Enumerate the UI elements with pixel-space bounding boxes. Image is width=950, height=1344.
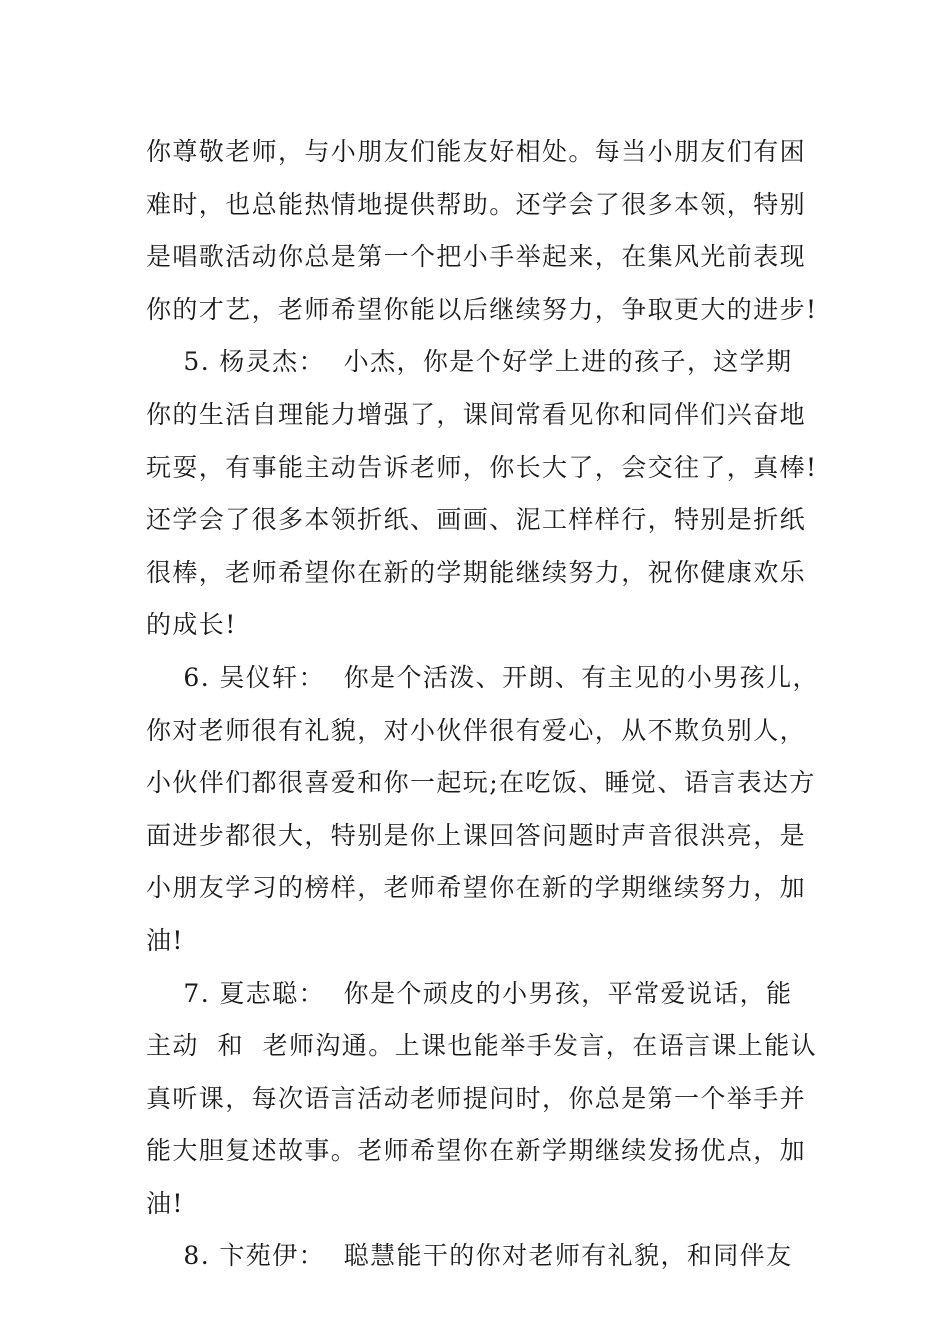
text-line: 主动 和 老师沟通。上课也能举手发言，在语言课上能认 xyxy=(146,1031,817,1061)
text-line: 8. 卞苑伊： 聪慧能干的你对老师有礼貌，和同伴友 xyxy=(146,1241,793,1271)
text-line: 你尊敬老师，与小朋友们能友好相处。每当小朋友们有困 xyxy=(146,137,807,166)
text-line: 6. 吴仪轩： 你是个活泼、开朗、有主见的小男孩儿， xyxy=(146,662,819,692)
text-line: 还学会了很多本领折纸、画画、泥工样样行，特别是折纸 xyxy=(146,505,807,535)
text-line: 是唱歌活动你总是第一个把小手举起来，在集风光前表现 xyxy=(146,242,807,272)
text-line: 你的生活自理能力增强了，课间常看见你和同伴们兴奋地 xyxy=(146,399,807,429)
document-body xyxy=(146,126,836,1283)
text-line: 小朋友学习的榜样，老师希望你在新的学期继续努力，加 xyxy=(146,873,807,903)
text-line: 玩耍，有事能主动告诉老师，你长大了，会交往了，真棒! xyxy=(146,452,818,482)
text-line: 油! xyxy=(146,925,184,955)
text-line: 真听课，每次语言活动老师提问时，你总是第一个举手并 xyxy=(146,1083,807,1113)
text-line: 你的才艺，老师希望你能以后继续努力，争取更大的进步! xyxy=(146,294,818,324)
text-line: 小伙伴们都很喜爱和你一起玩;在吃饭、睡觉、语言表达方 xyxy=(146,768,816,798)
text-line: 很棒，老师希望你在新的学期能继续努力，祝你健康欢乐 xyxy=(146,557,807,587)
text-line: 的成长! xyxy=(146,610,237,640)
text-line: 难时，也总能热情地提供帮助。还学会了很多本领，特别 xyxy=(146,189,807,219)
text-line: 油! xyxy=(146,1188,184,1218)
text-line: 能大胆复述故事。老师希望你在新学期继续发扬优点，加 xyxy=(146,1136,807,1166)
text-line: 7. 夏志聪： 你是个顽皮的小男孩，平常爱说话，能 xyxy=(146,978,793,1008)
text-line: 面进步都很大，特别是你上课回答问题时声音很洪亮，是 xyxy=(146,820,807,850)
text-line: 5. 杨灵杰： 小杰，你是个好学上进的孩子，这学期 xyxy=(146,347,793,377)
text-line: 你对老师很有礼貌，对小伙伴很有爱心，从不欺负别人， xyxy=(146,715,807,745)
